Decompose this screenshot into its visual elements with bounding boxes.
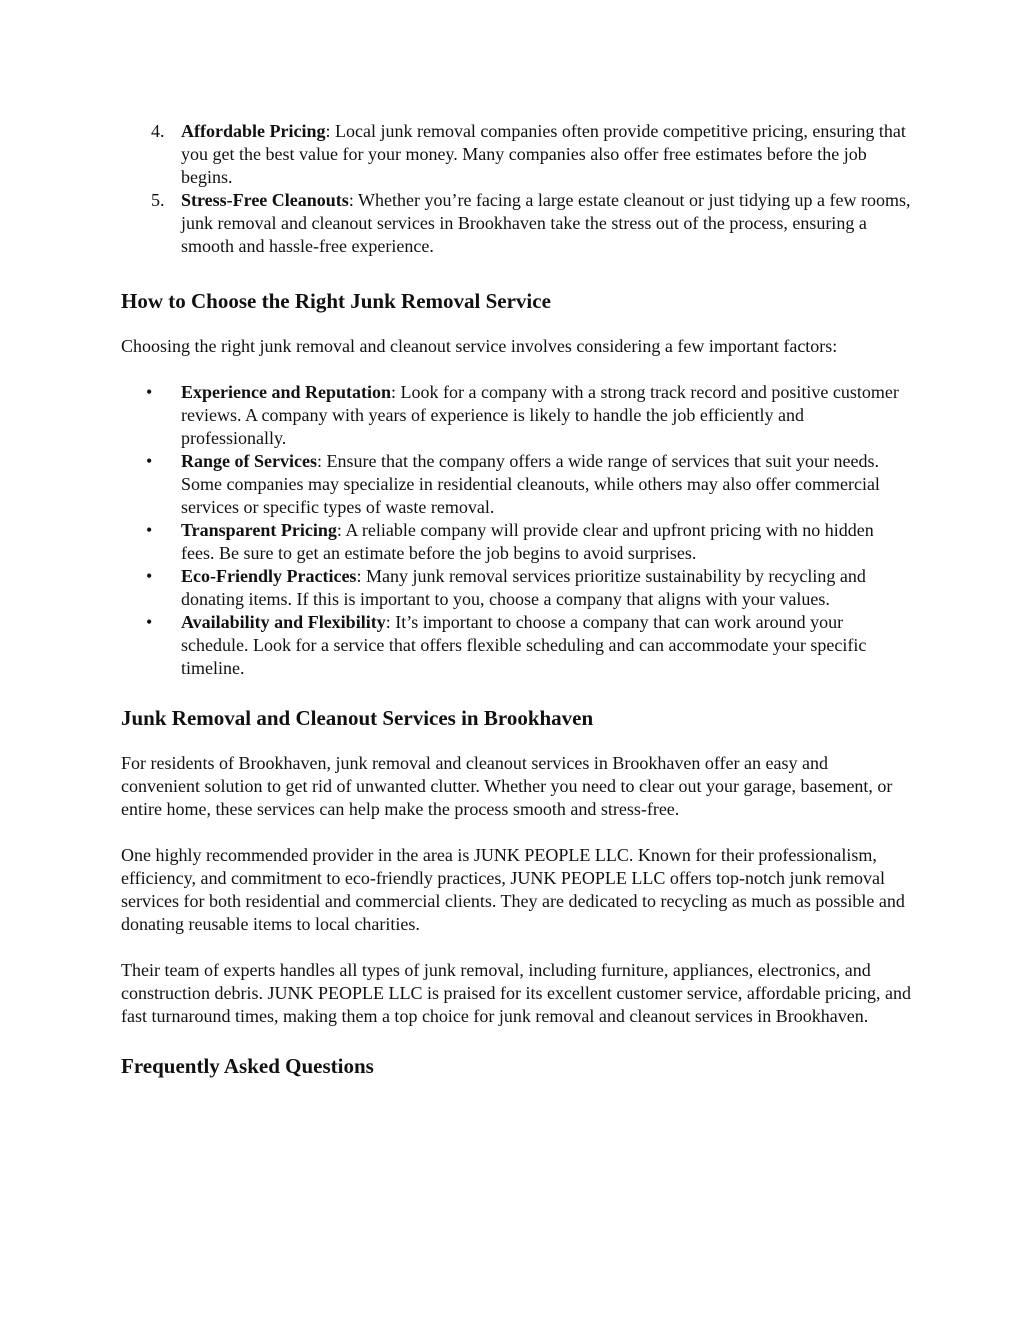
list-item-title: Stress-Free Cleanouts — [181, 190, 349, 210]
section-heading-choose: How to Choose the Right Junk Removal Service — [121, 289, 551, 313]
list-item-title: Availability and Flexibility — [181, 612, 386, 632]
list-item-text: : Many junk removal services prioritize sustainability by recycling and donating items. If this is important to you, choose a company that aligns with your values. — [181, 566, 866, 609]
list-item-text: : Local junk removal companies often provide competitive pricing, ensuring that you get the best value for your money. Many companies also offer free estimates before the job begins. — [181, 121, 906, 187]
list-item-text: : Whether you’re facing a large estate cleanout or just tidying up a few rooms, junk removal and cleanout services in Brookhaven take the stress out of the process, ensuring a smooth and hassle-free experience. — [181, 190, 911, 256]
list-item-title: Transparent Pricing — [181, 520, 337, 540]
numbered-list — [121, 120, 911, 258]
bullet-icon: • — [146, 520, 153, 540]
list-item-text: : A reliable company will provide clear and upfront pricing with no hidden fees. Be sure to get an estimate before the job begins to avoid surprises. — [181, 520, 874, 563]
list-item — [121, 450, 911, 519]
list-item — [121, 189, 911, 258]
brookhaven-paragraph: One highly recommended provider in the area is JUNK PEOPLE LLC. Known for their professionalism, efficiency, and commitment to eco-friendly practices, JUNK PEOPLE LLC offers top-notch junk removal services for both residential and commercial clients. They are dedicated to recycling as much as possible and donating reusable items to local charities. — [121, 845, 905, 934]
list-item-title: Affordable Pricing — [181, 121, 326, 141]
list-item — [121, 611, 911, 680]
list-item-title: Eco-Friendly Practices — [181, 566, 357, 586]
bullet-icon: • — [146, 566, 153, 586]
brookhaven-paragraph: Their team of experts handles all types of junk removal, including furniture, appliances, electronics, and construction debris. JUNK PEOPLE LLC is praised for its excellent customer service, affordable pricing, and fast turnaround times, making them a top choice for junk removal and cleanout services in Brookhaven. — [121, 960, 911, 1026]
bullet-list — [121, 381, 911, 680]
list-item-title: Range of Services — [181, 451, 317, 471]
bullet-icon: • — [146, 382, 153, 402]
section-heading-faq: Frequently Asked Questions — [121, 1054, 374, 1078]
list-item — [121, 519, 911, 565]
choose-intro-paragraph: Choosing the right junk removal and cleanout service involves considering a few important factors: — [121, 336, 838, 356]
bullet-icon: • — [146, 451, 153, 471]
section-heading-brookhaven: Junk Removal and Cleanout Services in Brookhaven — [121, 706, 594, 730]
list-number: 5. — [151, 190, 165, 210]
list-item — [121, 120, 911, 189]
list-item — [121, 381, 911, 450]
list-number: 4. — [151, 121, 165, 141]
list-item — [121, 565, 911, 611]
document-content — [121, 120, 911, 1079]
list-item-text: : Ensure that the company offers a wide range of services that suit your needs. Some companies may specialize in residential cleanouts, while others may also offer commercial services or specific types of waste removal. — [181, 451, 880, 517]
list-item-title: Experience and Reputation — [181, 382, 392, 402]
list-item-text: : It’s important to choose a company that can work around your schedule. Look for a service that offers flexible scheduling and can accommodate your specific timeline. — [181, 612, 867, 678]
list-item-text: : Look for a company with a strong track record and positive customer reviews. A company with years of experience is likely to handle the job efficiently and professionally. — [181, 382, 899, 448]
brookhaven-paragraph: For residents of Brookhaven, junk removal and cleanout services in Brookhaven offer an easy and convenient solution to get rid of unwanted clutter. Whether you need to clear out your garage, basement, or entire home, these services can help make the process smooth and stress-free. — [121, 753, 893, 819]
bullet-icon: • — [146, 612, 153, 632]
